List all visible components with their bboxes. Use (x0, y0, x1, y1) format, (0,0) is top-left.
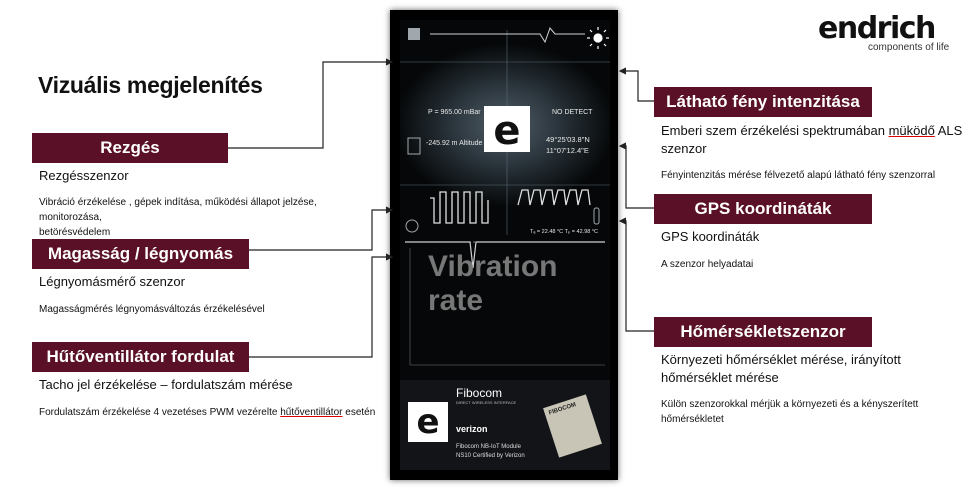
connector-homerseklet (620, 221, 654, 331)
banner-feny: Látható fény intenzitása (654, 87, 872, 117)
description-feny: Fényintenzitás mérése félvezető alapú látható fény szenzorral (661, 170, 936, 181)
gps-status: NO DETECT (552, 109, 593, 116)
subtitle-ventillator: Tacho jel érzékelése – fordulatszám mérése (39, 377, 293, 392)
description-ventillator-pre: Fordulatszám érzékelése 4 vezetéses PWM vezérelte (39, 407, 281, 418)
connector-rezges (228, 62, 392, 148)
brand-name: endrich (818, 11, 935, 46)
description-rezges-line2: betörésvédelem (39, 227, 111, 238)
module-label: FIBOCOM (548, 402, 577, 417)
gps-latitude: 49°25'03.8"N (546, 135, 590, 144)
footer-caption-line1: Fibocom NB-IoT Module (456, 444, 521, 450)
footer-brand-sub: DIRECT WIRELESS INTERFACE (456, 400, 517, 405)
subtitle-gps: GPS koordináták (661, 229, 760, 244)
description-gps: A szenzor helyadatai (661, 259, 754, 270)
page-title: Vizuális megjelenítés (38, 72, 263, 98)
footer-carrier: verizon (456, 424, 488, 434)
subtitle-rezges: Rezgésszenzor (39, 168, 129, 183)
connector-feny (620, 71, 654, 101)
description-rezges-line1: Vibráció érzékelése , gépek indítása, működési állapot jelzése, monitorozása, (39, 197, 317, 223)
pressure-readout: P = 965.00 mBar (428, 109, 481, 116)
subtitle-magassag: Légnyomásmérő szenzor (39, 274, 185, 289)
subtitle-homerseklet-line2: hőmérséklet mérése (661, 370, 779, 385)
connector-ventillator (249, 257, 392, 357)
description-ventillator-word: hűtőventillátor (280, 407, 343, 418)
banner-ventillator: Hűtőventillátor fordulat (32, 342, 249, 372)
footer-logo-square: e (408, 402, 448, 442)
connector-gps (620, 146, 654, 208)
description-homerseklet-line1: Külön szenzorokkal mérjük a környezeti és a kényszerített (661, 399, 919, 410)
temperature-readout: Tₐ = 22.48 °C Tₚ = 42.98 °C (530, 229, 599, 235)
connector-magassag (249, 210, 392, 250)
altitude-readout: -245.92 m Altitude (426, 140, 483, 147)
subtitle-feny-word: müködő (888, 123, 935, 138)
banner-homerseklet: Hőmérsékletszenzor (654, 317, 872, 347)
vibration-rate-label: Vibration rate (428, 250, 558, 317)
subtitle-feny-line2: szenzor (661, 141, 707, 156)
banner-rezges: Rezgés (32, 133, 228, 163)
description-magassag: Magasságmérés légnyomásváltozás érzékelésével (39, 304, 265, 315)
brand-tagline: components of life (868, 42, 950, 53)
footer-brand: Fibocom (456, 386, 503, 400)
description-homerseklet-line2: hőmérsékletet (661, 414, 724, 425)
svg-text:e: e (493, 108, 521, 154)
banner-magassag: Magasság / légnyomás (32, 239, 249, 269)
subtitle-feny-pre: Emberi szem érzékelési spektrumában (661, 123, 889, 138)
gps-longitude: 11°07'12.4"E (546, 146, 589, 155)
banner-gps: GPS koordináták (654, 194, 872, 224)
description-ventillator-post: esetén (342, 407, 376, 418)
footer-caption-line2: NS10 Certified by Verizon (456, 453, 525, 459)
subtitle-homerseklet-line1: Környezeti hőmérséklet mérése, irányított (661, 352, 901, 367)
subtitle-feny-post: ALS (934, 123, 963, 138)
